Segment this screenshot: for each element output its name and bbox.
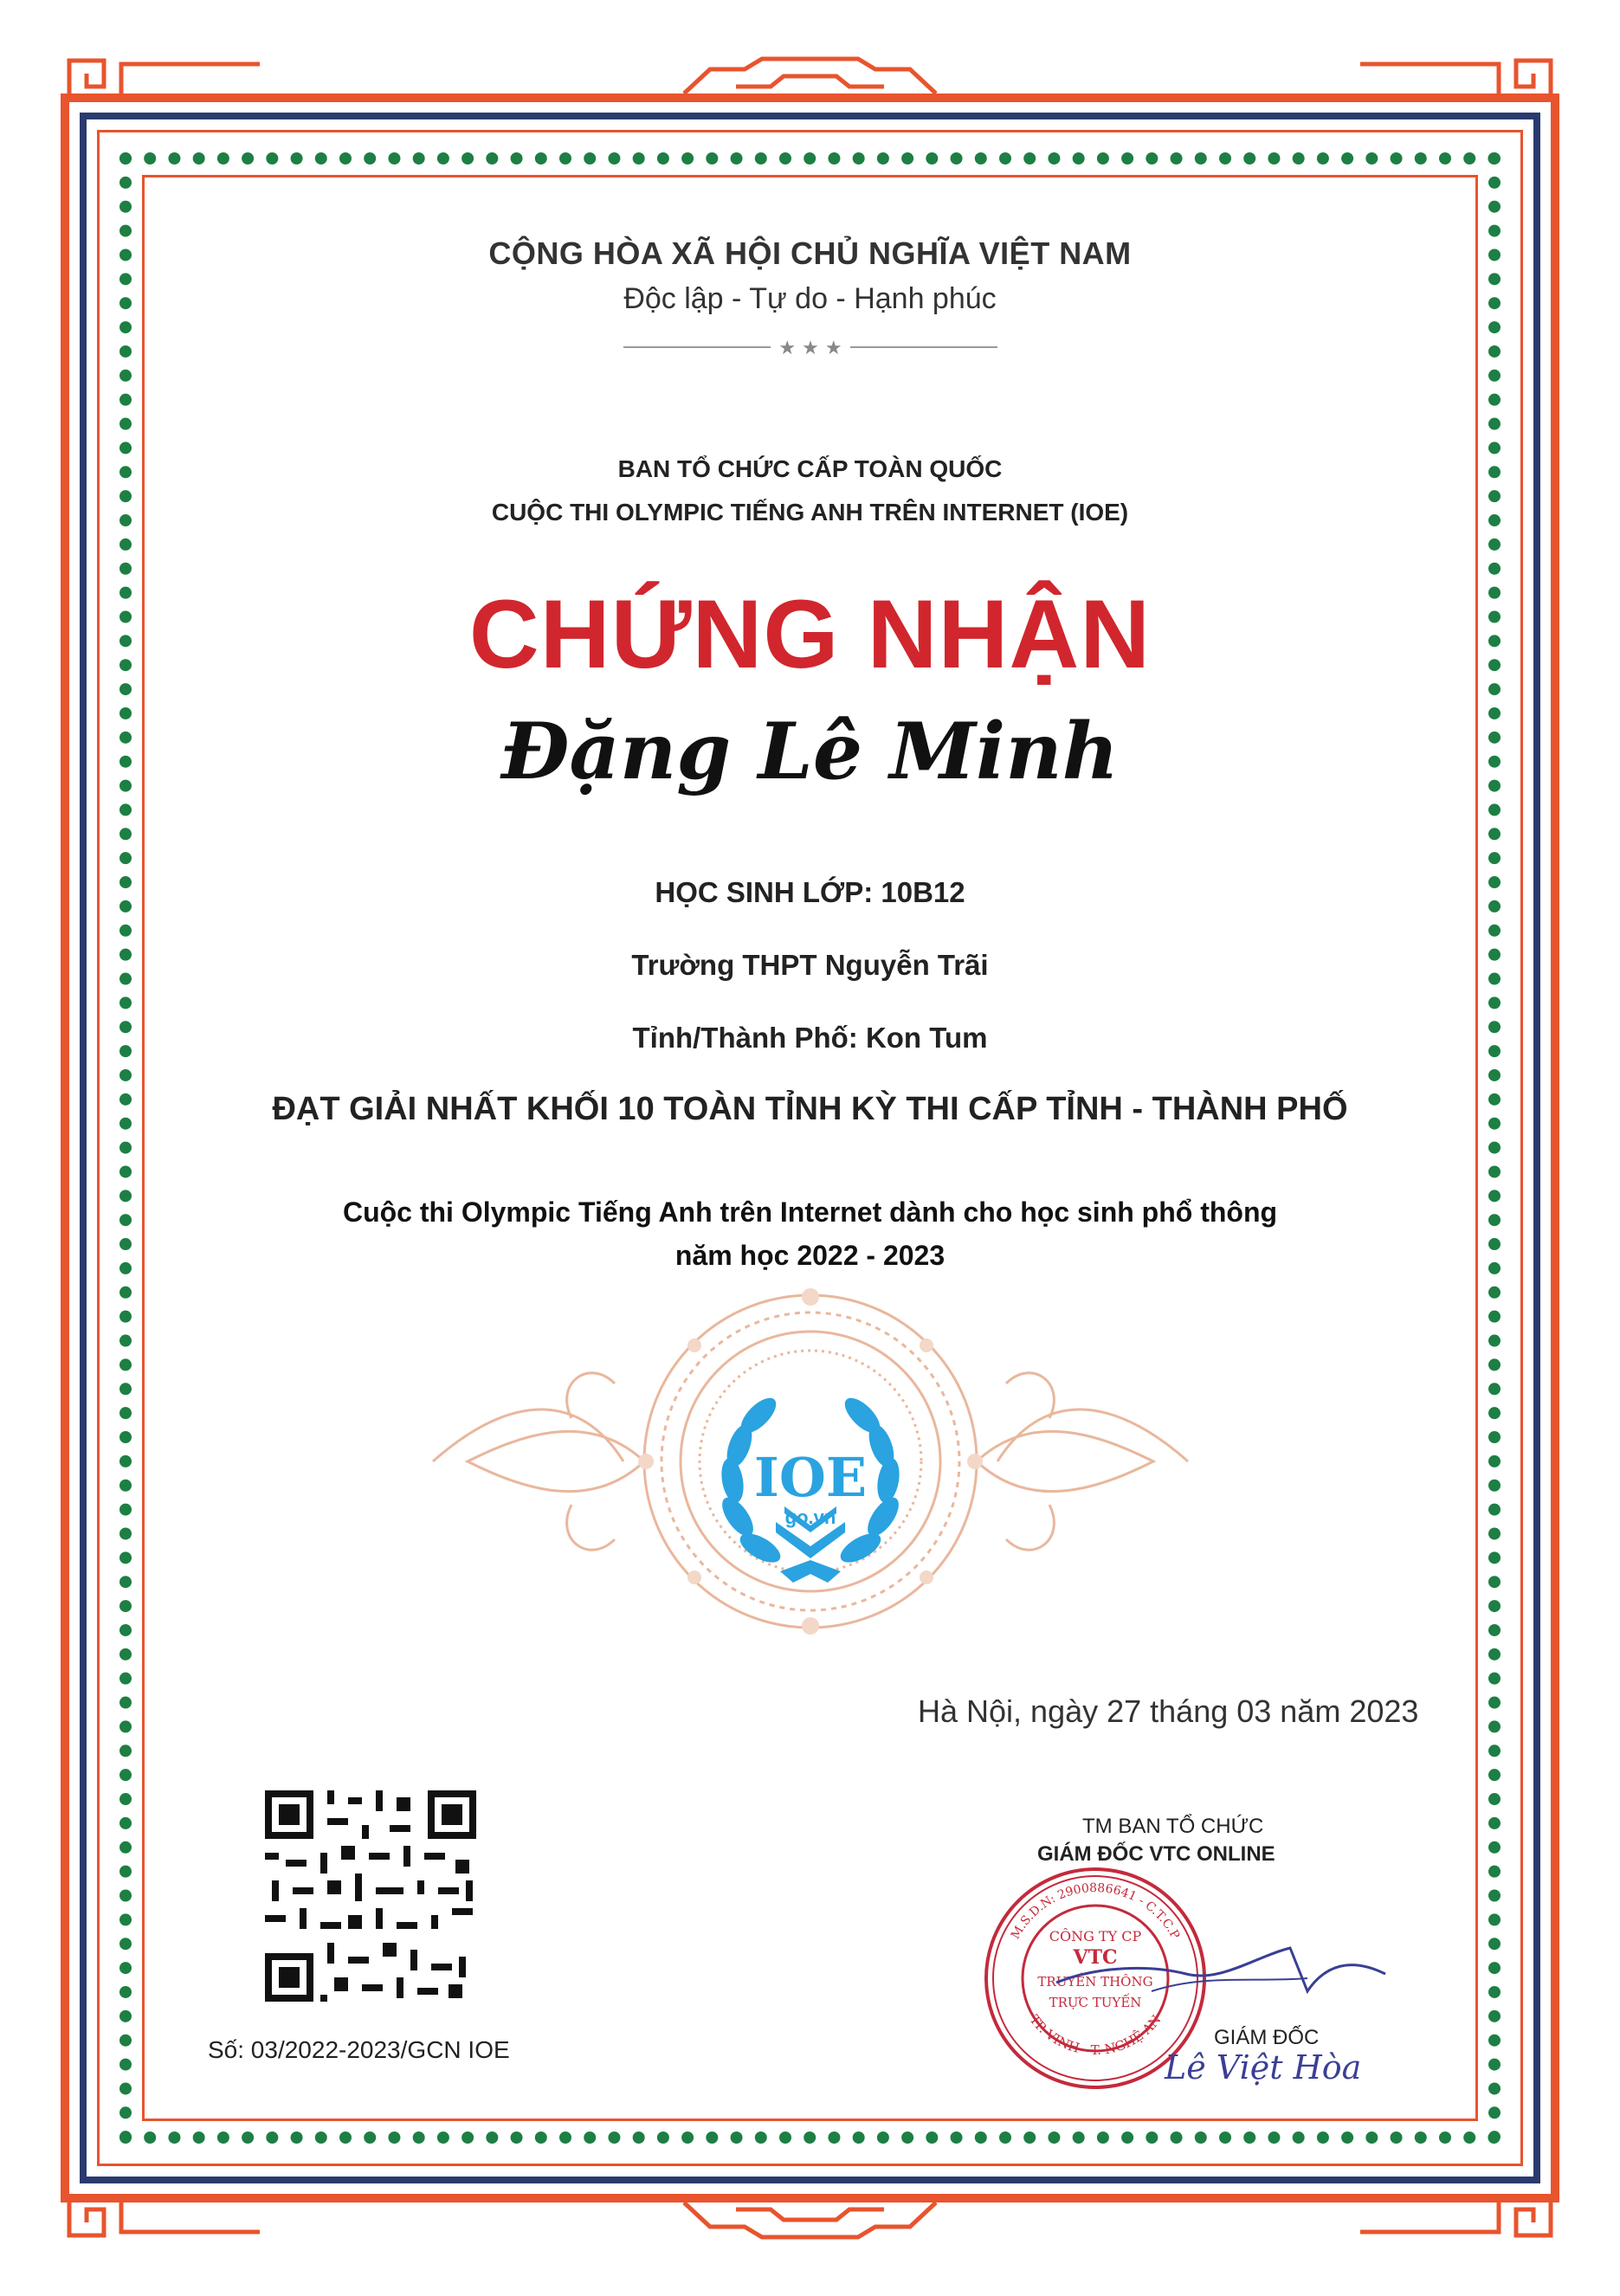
header-divider [623, 334, 997, 360]
signature-title-line: GIÁM ĐỐC VTC ONLINE [1037, 1842, 1275, 1866]
contest-description-line-1: Cuộc thi Olympic Tiếng Anh trên Internet dành cho học sinh phổ thông [342, 1196, 1278, 1228]
stamp-ring-top: M.S.D.N: 2900886641 - C.T.C.P [1008, 1880, 1183, 1942]
province-name: Tỉnh/Thành Phố: Kon Tum [632, 1022, 988, 1054]
svg-text:TP. VINH - T. NGHỆ AN [1026, 2012, 1164, 2058]
contest-description-line-2: năm học 2022 - 2023 [674, 1240, 946, 1271]
signer-role: GIÁM ĐỐC [1214, 2026, 1320, 2049]
signature-org-line: TM BAN TỔ CHỨC [1082, 1815, 1264, 1838]
organizer-line-2: CUỘC THI OLYMPIC TIẾNG ANH TRÊN INTERNET (IOE) [491, 499, 1129, 526]
stamp-ring-bottom: TP. VINH - T. NGHỆ AN [1026, 2011, 1165, 2058]
ioe-logo-text: IOE [753, 1446, 868, 1509]
stamp-center-line-4: TRỰC TUYẾN [1049, 1995, 1142, 2010]
issue-date: Hà Nội, ngày 27 tháng 03 năm 2023 [918, 1693, 1419, 1729]
signer-name: Lê Việt Hòa [1165, 2048, 1362, 2086]
school-name: Trường THPT Nguyễn Trãi [631, 949, 989, 981]
recipient-name: Đặng Lê Minh [500, 706, 1120, 797]
stamp-center-line-1: CÔNG TY CP [1049, 1928, 1142, 1945]
handwritten-signature [1048, 1913, 1394, 2017]
ioe-logo-subtext: go.vn [784, 1506, 836, 1528]
bottom-ornament-band [52, 2196, 1568, 2244]
top-ornament-band [52, 52, 1568, 100]
svg-text:★ ★ ★: ★ ★ ★ [778, 338, 842, 359]
stamp-center-line-3: TRUYỀN THÔNG [1037, 1974, 1153, 1990]
award-description: ĐẠT GIẢI NHẤT KHỐI 10 TOÀN TỈNH KỲ THI CẤP TỈNH - THÀNH PHỐ [272, 1091, 1348, 1127]
republic-heading: CỘNG HÒA XÃ HỘI CHỦ NGHĨA VIỆT NAM [488, 235, 1132, 271]
student-class: HỌC SINH LỚP: 10B12 [655, 876, 965, 908]
certificate-serial-number: Số: 03/2022-2023/GCN IOE [208, 2036, 510, 2063]
organizer-line-1: BAN TỔ CHỨC CẤP TOÀN QUỐC [617, 455, 1003, 482]
certificate-title: CHỨNG NHẬN [468, 580, 1152, 688]
national-motto: Độc lập - Tự do - Hạnh phúc [623, 282, 997, 315]
qr-code[interactable] [265, 1790, 476, 2002]
stamp-center-line-2: VTC [1073, 1946, 1118, 1969]
